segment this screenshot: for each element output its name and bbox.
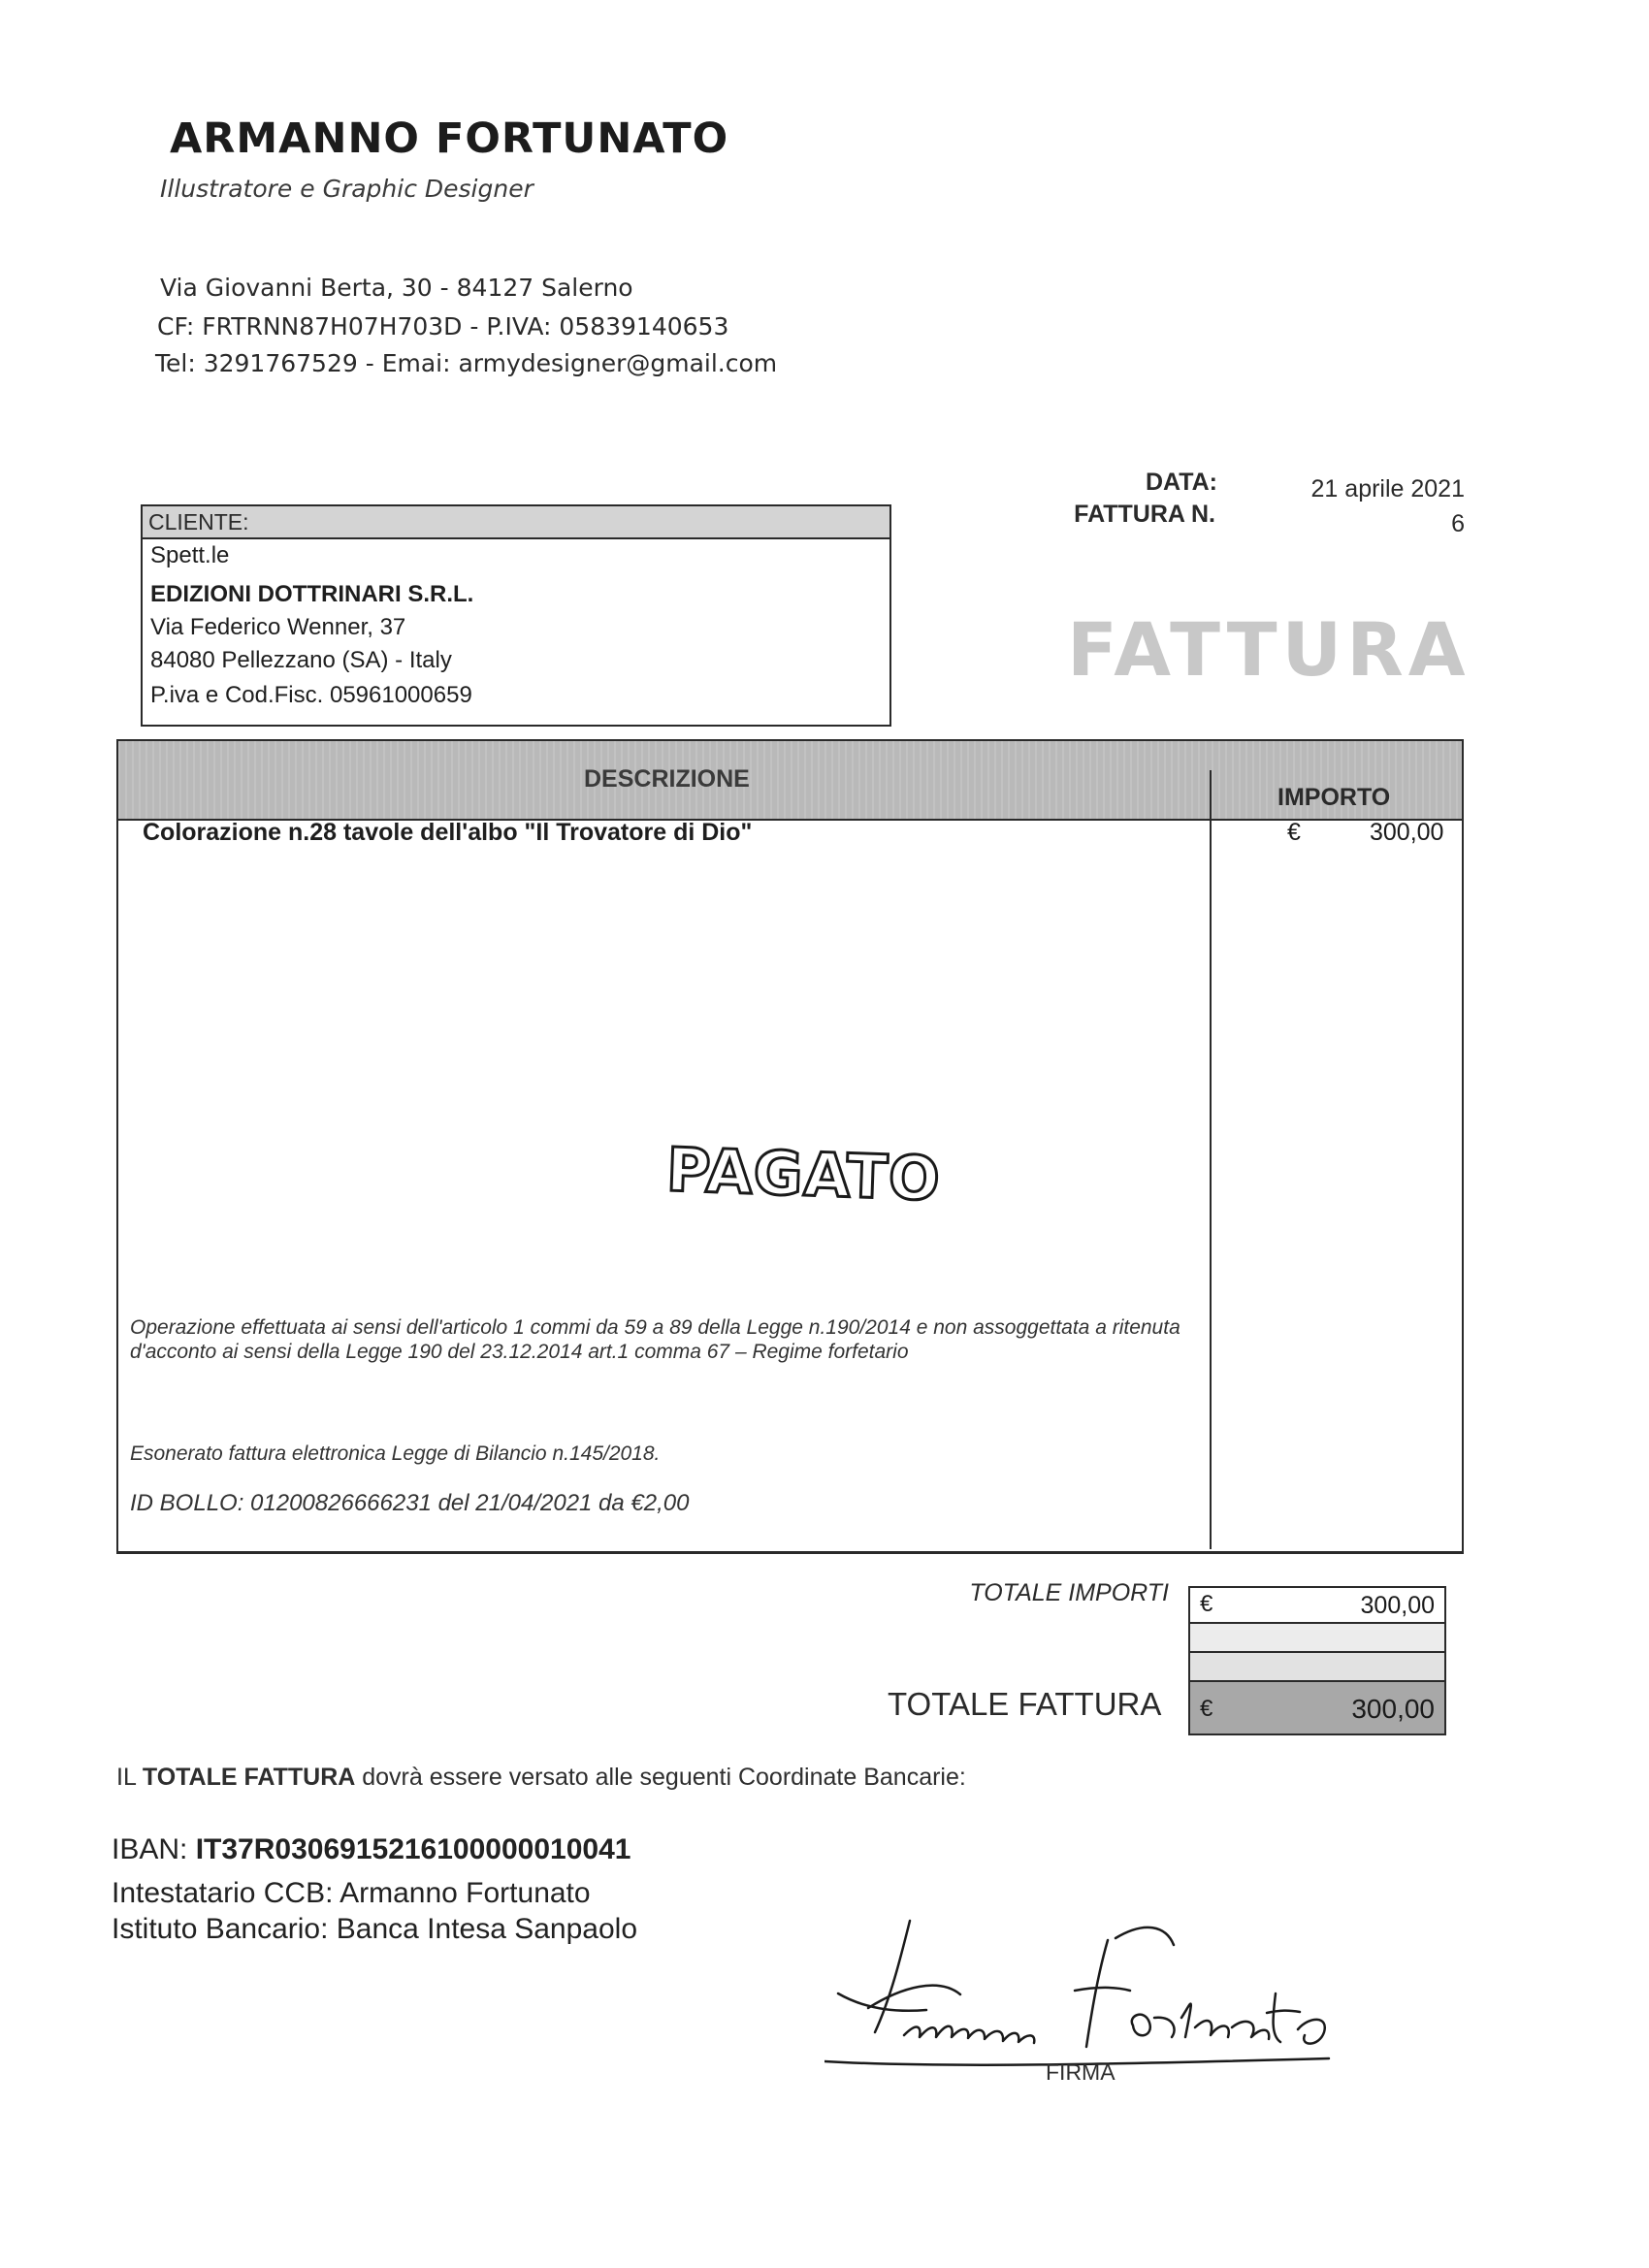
client-street: Via Federico Wenner, 37 <box>150 614 406 640</box>
stamp-duty-id: ID BOLLO: 01200826666231 del 21/04/2021 da €2,00 <box>130 1490 690 1516</box>
handwritten-signature <box>824 1901 1368 2066</box>
legal-note-einvoice: Esonerato fattura elettronica Legge di Bilancio n.145/2018. <box>130 1442 661 1465</box>
sender-role: Illustratore e Graphic Designer <box>160 175 534 203</box>
client-city: 84080 Pellezzano (SA) - Italy <box>150 647 452 673</box>
blank-total-row <box>1190 1653 1444 1682</box>
legal-note-regime: Operazione effettuata ai sensi dell'articolo 1 commi da 59 a 89 della Legge n.190/2014 e non assoggettata a ritenuta d'acconto ai sensi della Legge 190 del 23.12.2014 art.1 comma 67 – Regime forfetario <box>130 1316 1180 1363</box>
iban-label: IBAN: <box>112 1833 188 1865</box>
sender-tax-ids: CF: FRTRNN87H07H703D - P.IVA: 05839140653 <box>157 312 729 340</box>
bank-intro-suffix: dovrà essere versato alle seguenti Coordinate Bancarie: <box>362 1764 966 1791</box>
invoice-number-label: FATTURA N. <box>1074 501 1215 528</box>
bank-institute: Istituto Bancario: Banca Intesa Sanpaolo <box>112 1913 638 1945</box>
client-header-label: CLIENTE: <box>148 509 249 535</box>
bank-intro-prefix: IL <box>116 1764 136 1791</box>
invoice-number-value: 6 <box>1451 510 1465 537</box>
client-company: EDIZIONI DOTTRINARI S.R.L. <box>150 581 474 607</box>
grand-total-value: 300,00 <box>1351 1694 1435 1724</box>
subtotal-label: TOTALE IMPORTI <box>969 1579 1169 1606</box>
blank-total-row <box>1190 1624 1444 1653</box>
grand-total-label: TOTALE FATTURA <box>888 1686 1162 1722</box>
subtotal-cell <box>1190 1588 1444 1624</box>
items-table <box>116 739 1464 1554</box>
date-label: DATA: <box>1145 469 1217 496</box>
item-description: Colorazione n.28 tavole dell'albo "Il Trovatore di Dio" <box>143 819 753 846</box>
document-type: FATTURA <box>1067 606 1471 693</box>
header-amount: IMPORTO <box>1277 784 1391 811</box>
sender-name: ARMANNO FORTUNATO <box>170 114 729 163</box>
header-description: DESCRIZIONE <box>584 765 750 793</box>
paid-stamp: PAGATO <box>664 1134 942 1215</box>
bank-intro <box>116 1764 966 1792</box>
client-box <box>141 504 891 727</box>
subtotal-value: 300,00 <box>1360 1592 1435 1619</box>
bank-intro-bold: TOTALE FATTURA <box>142 1764 356 1791</box>
date-value: 21 aprile 2021 <box>1310 475 1465 502</box>
item-currency: € <box>1287 819 1301 846</box>
grand-total-cell <box>1190 1682 1444 1733</box>
client-header <box>143 506 889 539</box>
sender-contacts: Tel: 3291767529 - Emai: armydesigner@gmail.com <box>155 349 778 377</box>
iban-value: IT37R0306915216100000010041 <box>195 1833 631 1865</box>
subtotal-currency: € <box>1200 1591 1213 1617</box>
client-tax: P.iva e Cod.Fisc. 05961000659 <box>150 682 472 708</box>
client-salutation: Spett.le <box>150 542 230 568</box>
table-header-row <box>118 741 1462 821</box>
grand-total-currency: € <box>1200 1696 1213 1722</box>
account-holder: Intestatario CCB: Armanno Fortunato <box>112 1877 591 1909</box>
column-divider <box>1210 770 1212 1549</box>
sender-address: Via Giovanni Berta, 30 - 84127 Salerno <box>160 274 633 302</box>
item-amount: 300,00 <box>1370 819 1444 846</box>
iban-line <box>112 1833 630 1866</box>
signature-label: FIRMA <box>1046 2059 1116 2085</box>
totals-box <box>1188 1586 1446 1735</box>
